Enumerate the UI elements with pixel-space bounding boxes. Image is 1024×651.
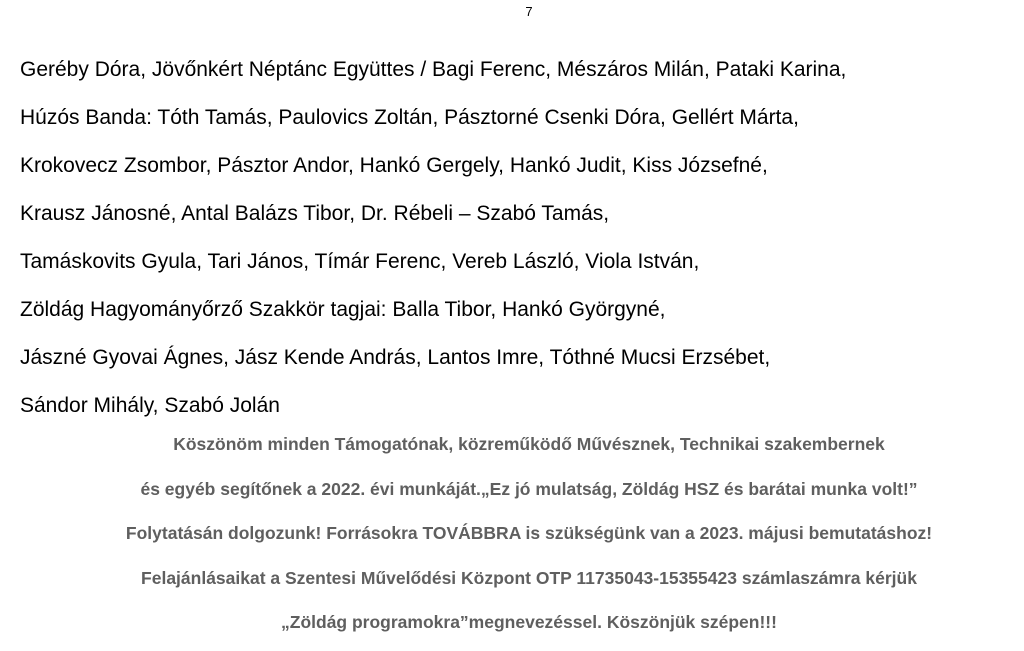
credit-line: Húzós Banda: Tóth Tamás, Paulovics Zoltán, Pásztorné Csenki Dóra, Gellért Márta,	[20, 106, 799, 129]
thanks-paragraph	[0, 428, 1024, 651]
credit-line: Krokovecz Zsombor, Pásztor Andor, Hankó Gergely, Hankó Judit, Kiss Józsefné,	[20, 154, 768, 177]
credit-line: Zöldág Hagyományőrző Szakkör tagjai: Balla Tibor, Hankó Györgyné,	[20, 298, 666, 321]
credit-line: Tamáskovits Gyula, Tari János, Tímár Ferenc, Vereb László, Viola István,	[20, 250, 700, 273]
credit-line: Jászné Gyovai Ágnes, Jász Kende András, Lantos Imre, Tóthné Mucsi Erzsébet,	[20, 346, 771, 369]
credits-list	[20, 53, 1010, 437]
credit-line: Sándor Mihály, Szabó Jolán	[20, 394, 280, 417]
thanks-line: Köszönöm minden Támogatónak, közreműködő Művésznek, Technikai szakembernek	[173, 434, 885, 454]
page-number: 7	[525, 4, 533, 19]
thanks-line: Folytatásán dolgozunk! Forrásokra TOVÁBBRA is szükségünk van a 2023. májusi bemutatáshoz!	[125, 523, 933, 543]
credit-line: Krausz Jánosné, Antal Balázs Tibor, Dr. Rébeli – Szabó Tamás,	[20, 202, 610, 225]
credit-line: Geréby Dóra, Jövőnkért Néptánc Együttes / Bagi Ferenc, Mészáros Milán, Pataki Karina,	[20, 58, 847, 81]
thanks-line: és egyéb segítőnek a 2022. évi munkáját.„Ez jó mulatság, Zöldág HSZ és barátai munka volt!”	[140, 478, 918, 499]
thanks-line: Felajánlásaikat a Szentesi Művelődési Központ OTP 11735043-15355423 számlaszámra kérjük	[141, 567, 917, 588]
thanks-line: „Zöldág programokra”megnevezéssel. Köszönjük szépen!!!	[281, 612, 777, 632]
